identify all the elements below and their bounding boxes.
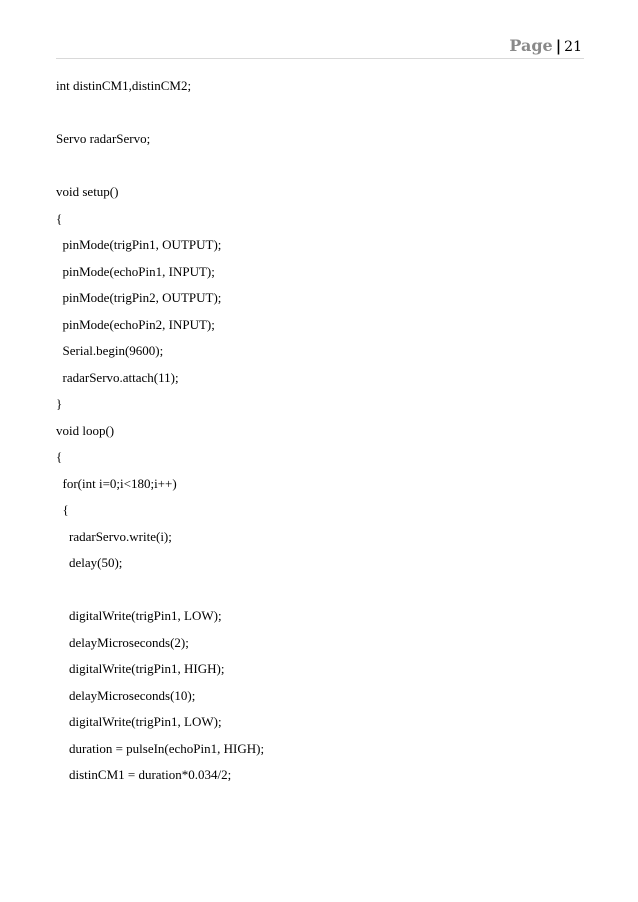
code-line: Servo radarServo;	[56, 131, 151, 146]
page-label: Page	[509, 36, 553, 55]
code-line: digitalWrite(trigPin1, HIGH);	[56, 661, 225, 676]
code-line: Serial.begin(9600);	[56, 343, 164, 358]
code-line: radarServo.write(i);	[56, 528, 172, 544]
code-line: digitalWrite(trigPin1, LOW);	[56, 608, 222, 623]
code-line: delay(50);	[56, 555, 123, 570]
code-line: {	[56, 449, 63, 464]
header-divider	[56, 58, 584, 59]
code-line: pinMode(echoPin2, INPUT);	[56, 316, 215, 332]
page-header	[0, 36, 582, 57]
code-line: pinMode(echoPin1, INPUT);	[56, 263, 215, 279]
page-separator: |	[555, 37, 562, 55]
code-line: {	[56, 210, 63, 226]
code-line: duration = pulseIn(echoPin1, HIGH);	[56, 740, 265, 756]
code-line: delayMicroseconds(2);	[56, 634, 189, 650]
code-line: void setup()	[56, 184, 119, 199]
code-line: delayMicroseconds(10);	[56, 687, 196, 703]
code-line: }	[56, 396, 63, 411]
code-line: digitalWrite(trigPin1, LOW);	[56, 714, 222, 729]
code-line: distinCM1 = duration*0.034/2;	[56, 767, 232, 782]
code-line: void loop()	[56, 422, 115, 438]
code-line: pinMode(trigPin1, OUTPUT);	[56, 237, 222, 252]
code-line: {	[56, 502, 69, 517]
code-line: for(int i=0;i<180;i++)	[56, 475, 177, 491]
page-number: 21	[564, 39, 582, 55]
code-line: pinMode(trigPin2, OUTPUT);	[56, 290, 222, 305]
code-line: radarServo.attach(11);	[56, 369, 179, 385]
code-line: int distinCM1,distinCM2;	[56, 78, 192, 93]
